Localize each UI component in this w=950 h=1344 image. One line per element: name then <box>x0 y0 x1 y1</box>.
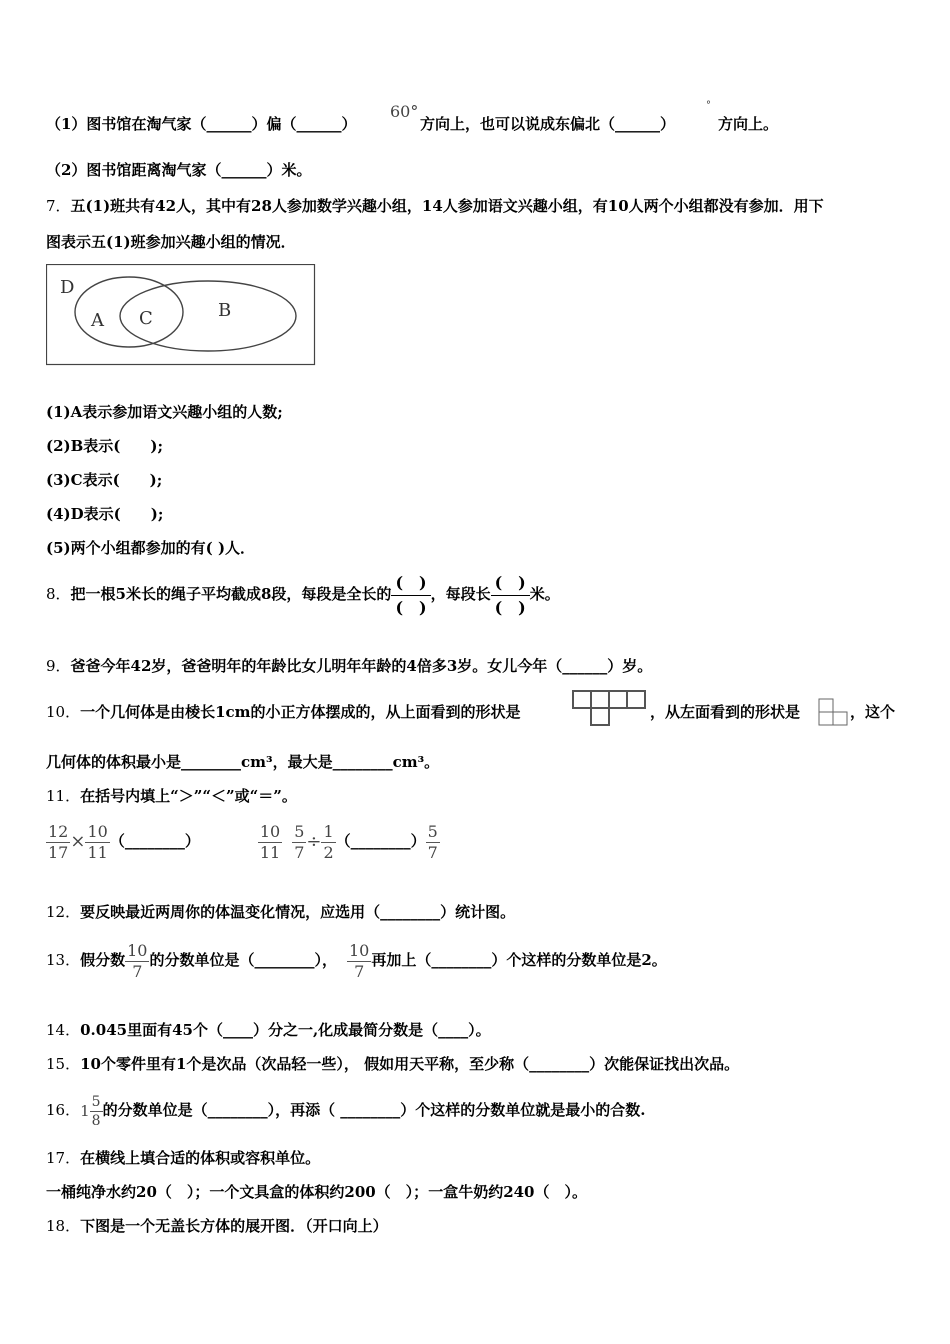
q14-text: 0.045里面有45个（____）分之一,化成最简分数是（____）。 <box>80 1021 491 1039</box>
q13-fraction-2: $\frac{10}{7}$ <box>348 940 370 981</box>
q17-text: 在横线上填合适的体积或容积单位。 <box>80 1149 321 1167</box>
q10-line2: 几何体的体积最小是________cm³，最大是________cm³。 <box>46 753 440 771</box>
q18-number: 18． <box>46 1217 81 1235</box>
q18-line <box>46 1216 388 1236</box>
q8-text-b: ，每段长 <box>430 585 491 603</box>
divide-sign: ÷ <box>306 831 322 852</box>
q11-text: 在括号内填上“＞”“＜”或“＝”。 <box>80 787 297 805</box>
q11-e2-frac2: $\frac{1}{2}$ <box>323 821 334 862</box>
q18-text: 下图是一个无盖长方体的展开图．（开口向上） <box>80 1217 388 1235</box>
q7-sub1: (1)A表示参加语文兴趣小组的人数; <box>46 403 283 421</box>
q10-line1-a <box>46 702 521 722</box>
q7-line1 <box>46 196 824 216</box>
q16-number: 16． <box>46 1101 81 1119</box>
venn-diagram <box>46 264 316 366</box>
q7-text: 五(1)班共有42人，其中有28人参加数学兴趣小组，14人参加语文兴趣小组，有10人两个小组都没有参加．用下 <box>70 197 824 215</box>
q7-sub5: (5)两个小组都参加的有( )人． <box>46 539 256 557</box>
q8-fraction-blank-2 <box>491 571 530 620</box>
q16-fraction: $\frac{5}{8}$ <box>91 1093 101 1129</box>
q9-text: 爸爸今年42岁，爸爸明年的年龄比女儿明年年龄的4倍多3岁。女儿今年（______）岁。 <box>70 657 653 675</box>
times-sign: × <box>70 831 86 852</box>
q17-number: 17． <box>46 1149 81 1167</box>
q11-e1-frac3: $\frac{10}{11}$ <box>259 821 281 862</box>
q6-angle: 60° <box>390 102 419 121</box>
q7-sub3: (3)C表示( ); <box>46 471 163 489</box>
q11-e2-frac3: $\frac{5}{7}$ <box>427 821 438 862</box>
q15-text: 10个零件里有1个是次品（次品轻一些）， 假如用天平称，至少称（________）次能保证找出次品。 <box>80 1055 740 1073</box>
q11-line <box>46 786 297 806</box>
q13-line <box>46 936 667 984</box>
q11-expressions <box>46 818 440 865</box>
q8-frac2-bottom: ( ) <box>494 597 526 617</box>
q10-text-a: 一个几何体是由棱长1cm的小正方体摆成的，从上面看到的形状是 <box>80 703 521 721</box>
q8-frac2-top: ( ) <box>491 571 530 596</box>
q13-text-a: 假分数 <box>80 951 126 969</box>
q7-line2: 图表示五(1)班参加兴趣小组的情况． <box>46 233 296 251</box>
q11-e1-blank: （________） <box>109 832 200 850</box>
q8-text-a: 把一根5米长的绳子平均截成8段，每段是全长的 <box>70 585 392 603</box>
q17-line2: 一桶纯净水约20（ ）；一个文具盒的体积约200（ ）；一盒牛奶约240（ ）。 <box>46 1183 587 1201</box>
q8-line <box>46 570 560 620</box>
q16-line <box>46 1088 646 1133</box>
q16-whole-number: 1 <box>80 1102 90 1120</box>
venn-label-c: C <box>139 308 153 329</box>
q14-number: 14． <box>46 1021 81 1039</box>
q11-e2-blank: （________） <box>335 832 426 850</box>
venn-label-b: B <box>218 300 232 321</box>
q10-text-c: ，这个 <box>850 703 896 721</box>
q11-number: 11． <box>46 787 81 805</box>
q9-line <box>46 656 652 676</box>
q13-number: 13． <box>46 951 81 969</box>
q6-line1-part-a: （1）图书馆在淘气家（______）偏（______） <box>46 115 357 133</box>
q6-line1 <box>46 114 356 134</box>
q13-text-c: 再加上（________）个这样的分数单位是2。 <box>371 951 667 969</box>
q11-e2-frac1: $\frac{5}{7}$ <box>294 821 305 862</box>
venn-label-a: A <box>91 310 104 331</box>
q10-number: 10． <box>46 703 81 721</box>
q6-small-degree: ° <box>706 100 711 111</box>
q10-text-b: ，从左面看到的形状是 <box>650 703 801 721</box>
q7-sub2: (2)B表示( ); <box>46 437 164 455</box>
q6-line1-part-c: 方向上。 <box>718 115 779 133</box>
q11-e1-frac1: $\frac{12}{17}$ <box>48 821 69 862</box>
q6-line2: （2）图书馆距离淘气家（______）米。 <box>46 161 312 179</box>
top-view-shape <box>572 690 648 728</box>
venn-label-d: D <box>60 277 75 298</box>
q17-line1 <box>46 1148 320 1168</box>
q13-text-b: 的分数单位是（________）， <box>149 951 337 969</box>
q8-fraction-blank-1 <box>391 571 430 620</box>
q12-number: 12． <box>46 903 81 921</box>
q7-sub4: (4)D表示( ); <box>46 505 164 523</box>
q15-number: 15． <box>46 1055 81 1073</box>
q14-line <box>46 1020 491 1040</box>
q11-e1-frac2: $\frac{10}{11}$ <box>87 821 108 862</box>
q15-line <box>46 1054 739 1074</box>
q7-number: 7． <box>46 197 71 215</box>
q9-number: 9． <box>46 657 71 675</box>
q12-line <box>46 902 515 922</box>
q8-number: 8． <box>46 585 71 603</box>
q8-frac1-bottom: ( ) <box>395 597 427 617</box>
left-view-shape <box>818 698 850 728</box>
q6-line1-part-b: 方向上，也可以说成东偏北（______） <box>420 115 676 133</box>
q13-fraction-1: $\frac{10}{7}$ <box>127 940 148 981</box>
q16-text: 的分数单位是（________），再添（ ________）个这样的分数单位就是最小的合数. <box>102 1101 646 1119</box>
q12-text: 要反映最近两周你的体温变化情况，应选用（________）统计图。 <box>80 903 516 921</box>
q8-text-c: 米。 <box>529 585 560 603</box>
q8-frac1-top: ( ) <box>391 571 430 596</box>
